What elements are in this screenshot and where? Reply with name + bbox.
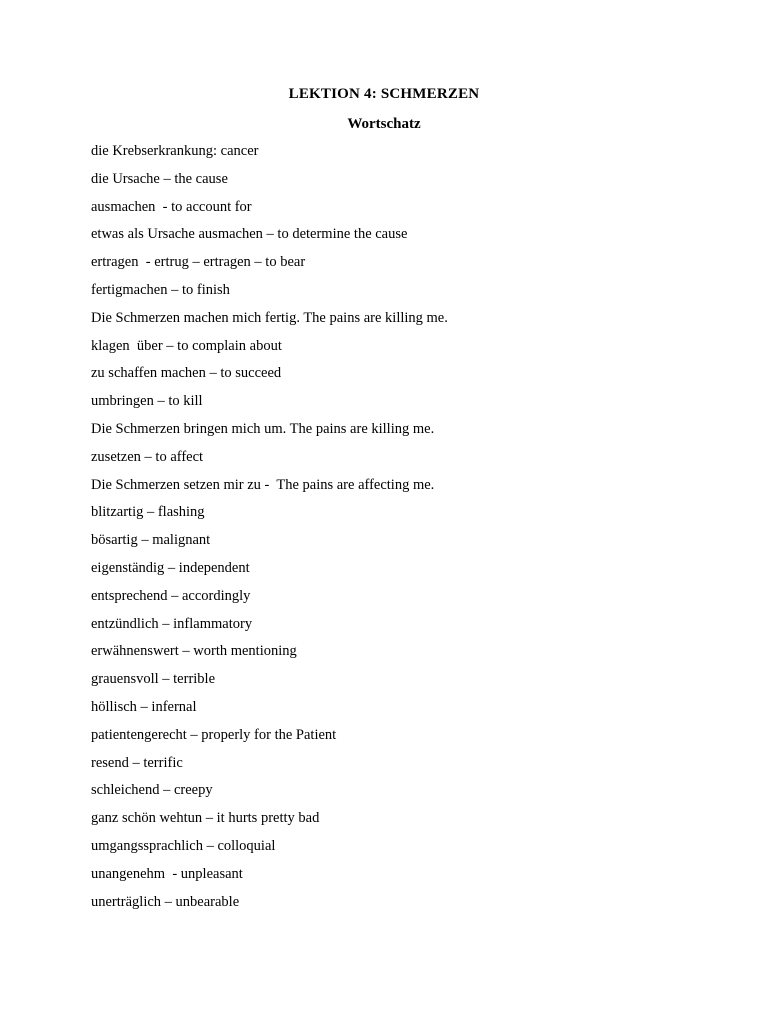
- vocabulary-list: [91, 141, 448, 919]
- vocab-entry: Die Schmerzen setzen mir zu - The pains are affecting me.: [91, 476, 435, 493]
- vocab-entry: unerträglich – unbearable: [91, 893, 240, 910]
- vocab-entry: umgangssprachlich – colloquial: [91, 837, 276, 854]
- vocab-entry: ertragen - ertrug – ertragen – to bear: [91, 254, 306, 271]
- vocab-entry: die Krebserkrankung: cancer: [91, 143, 259, 159]
- vocab-entry: bösartig – malignant: [91, 532, 211, 549]
- vocab-entry: grauensvoll – terrible: [91, 671, 216, 688]
- vocab-entry: ganz schön wehtun – it hurts pretty bad: [91, 810, 320, 827]
- vocab-entry: zusetzen – to affect: [91, 448, 204, 465]
- vocab-entry: unangenehm - unpleasant: [91, 865, 243, 882]
- page-title: LEKTION 4: SCHMERZEN: [288, 86, 480, 102]
- vocab-entry: fertigmachen – to finish: [91, 281, 230, 298]
- vocab-entry: höllisch – infernal: [91, 698, 197, 715]
- vocab-entry: umbringen – to kill: [91, 393, 203, 410]
- section-heading: Wortschatz: [347, 116, 421, 132]
- vocab-entry: erwähnenswert – worth mentioning: [91, 643, 297, 660]
- vocab-entry: zu schaffen machen – to succeed: [91, 365, 282, 382]
- vocab-entry: patientengerecht – properly for the Patient: [91, 726, 337, 743]
- vocab-entry: entsprechend – accordingly: [91, 587, 251, 604]
- vocab-entry: schleichend – creepy: [91, 782, 213, 799]
- vocab-entry: etwas als Ursache ausmachen – to determine the cause: [91, 226, 408, 243]
- vocab-entry: entzündlich – inflammatory: [91, 615, 253, 632]
- vocab-entry: ausmachen - to account for: [91, 198, 252, 215]
- vocab-entry: Die Schmerzen machen mich fertig. The pains are killing me.: [91, 309, 448, 326]
- vocab-entry: resend – terrific: [91, 754, 183, 771]
- vocab-entry: Die Schmerzen bringen mich um. The pains are killing me.: [91, 420, 435, 437]
- vocab-entry: klagen über – to complain about: [91, 337, 282, 354]
- vocab-entry: eigenständig – independent: [91, 559, 250, 576]
- vocab-entry: blitzartig – flashing: [91, 504, 205, 521]
- vocab-entry: die Ursache – the cause: [91, 170, 228, 187]
